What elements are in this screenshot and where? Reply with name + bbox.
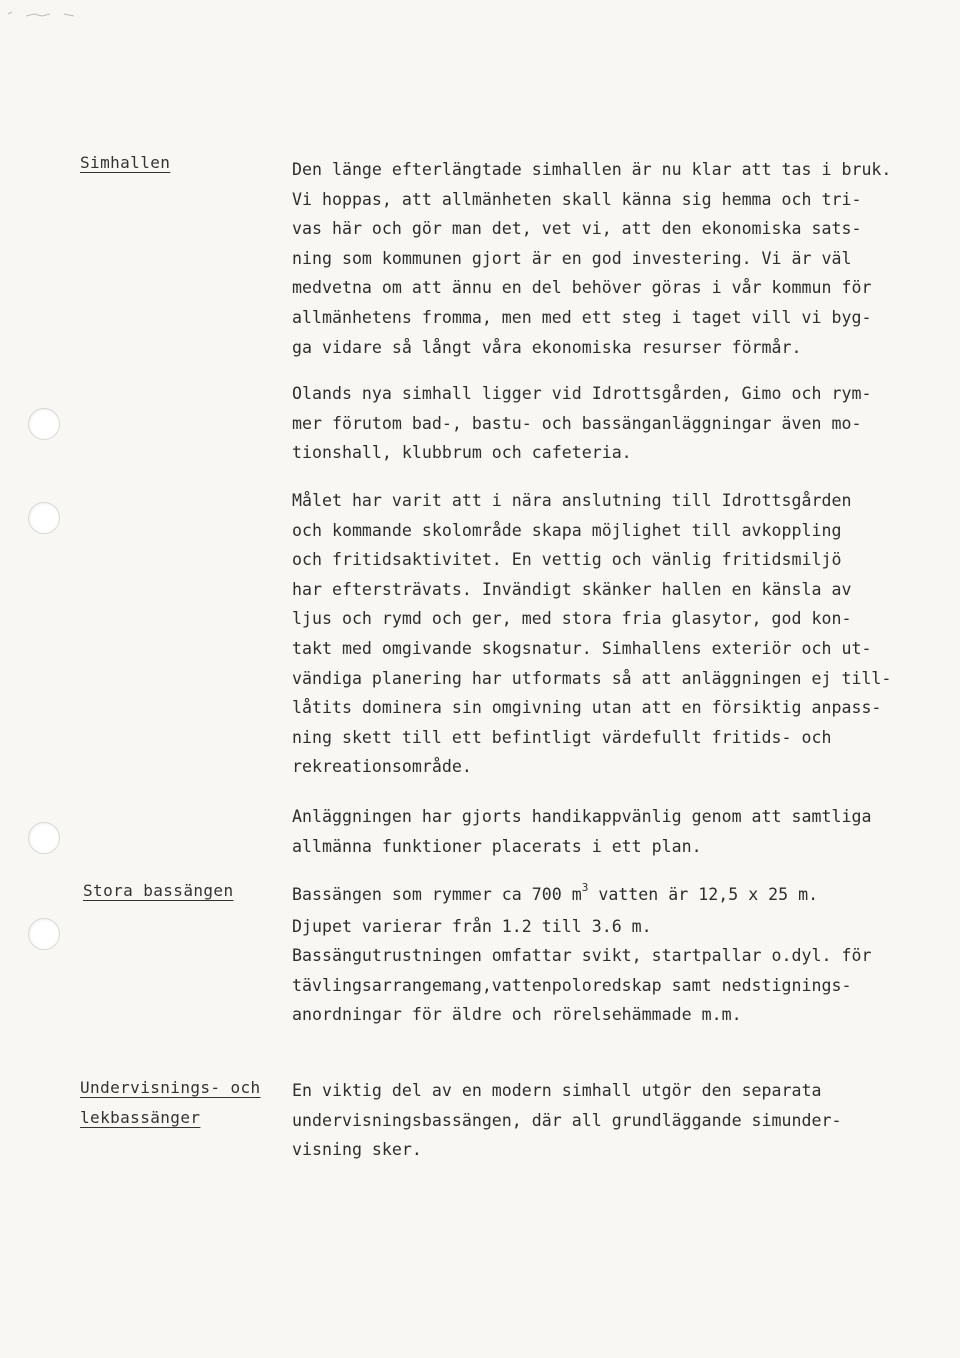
accessibility-paragraph [292,802,922,861]
punch-hole [28,822,60,854]
text-line: medvetna om att ännu en del behöver göras i vår kommun för [292,278,872,298]
text-line: ning som kommunen gjort är en god investering. Vi är väl [292,248,852,268]
text-line: ga vidare så långt våra ekonomiska resurser förmår. [292,337,802,357]
text-line: tionshall, klubbrum och cafeteria. [292,443,632,463]
text-line: Anläggningen har gjorts handikappvänlig genom att samtliga [292,807,872,826]
text-line: mer förutom bad-, bastu- och bassänganläggningar även mo- [292,413,862,433]
volume-text-rest: vatten är 12,5 x 25 m. [588,885,819,904]
section-heading-stora-bassangen: Stora bassängen [83,881,234,900]
text-line: vändiga planering har utformats så att anläggningen ej till- [292,668,892,688]
text-line: och kommande skolområde skapa möjlighet till avkoppling [292,520,842,540]
pencil-mark [4,2,94,22]
cubic-superscript: 3 [581,881,589,894]
punch-hole [28,408,60,440]
text-line: takt med omgivande skogsnatur. Simhallens exteriör och ut- [292,638,872,658]
text-line: har eftersträvats. Invändigt skänker hallen en känsla av [292,579,852,599]
section-heading-undervisning: Undervisnings- och [80,1078,261,1097]
text-line [292,880,922,912]
section-heading-lekbassanger: lekbassänger [80,1108,201,1127]
text-line: låtits dominera sin omgivning utan att en försiktig anpass- [292,698,882,718]
text-line: tävlingsarrangemang,vattenpoloredskap samt nedstignings- [292,975,852,995]
text-line: Vi hoppas, att allmänheten skall känna sig hemma och tri- [292,189,862,209]
text-line: allmänhetens fromma, men med ett steg i taget vill vi byg- [292,307,872,327]
punch-hole [28,918,60,950]
goal-paragraph [292,486,922,782]
text-line: Den länge efterlängtade simhallen är nu klar att tas i bruk. [292,160,892,179]
text-line: Olands nya simhall ligger vid Idrottsgården, Gimo och rym- [292,384,872,403]
text-line: allmänna funktioner placerats i ett plan. [292,836,702,856]
text-line: Bassängutrustningen omfattar svikt, startpallar o.dyl. för [292,946,872,966]
text-line: Målet har varit att i nära anslutning till Idrottsgården [292,491,852,510]
main-pool-paragraph [292,880,922,1030]
intro-paragraph [292,155,922,362]
text-line: rekreationsområde. [292,757,472,777]
text-line: Djupet varierar från 1.2 till 3.6 m. [292,916,652,936]
text-line: anordningar för äldre och rörelsehämmade m.m. [292,1005,742,1025]
punch-hole [28,502,60,534]
teaching-pool-paragraph [292,1076,922,1165]
location-paragraph [292,379,922,468]
text-line: vas här och gör man det, vet vi, att den ekonomiska sats- [292,219,862,239]
section-heading-simhallen: Simhallen [80,153,171,172]
text-line: ljus och rymd och ger, med stora fria glasytor, god kon- [292,609,852,629]
text-line: undervisningsbassängen, där all grundläggande simunder- [292,1110,842,1130]
text-line: och fritidsaktivitet. En vettig och vänlig fritidsmiljö [292,550,842,570]
text-line: ning skett till ett befintligt värdefullt fritids- och [292,727,832,747]
text-line: En viktig del av en modern simhall utgör den separata [292,1081,822,1100]
volume-text: Bassängen som rymmer ca 700 m [292,885,582,904]
text-line: visning sker. [292,1140,422,1160]
